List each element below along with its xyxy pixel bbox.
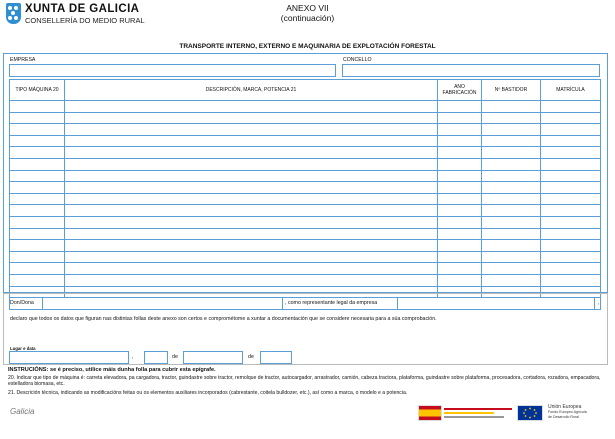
table-cell[interactable]	[10, 228, 65, 240]
de2-text: de	[248, 354, 254, 360]
table-row	[10, 112, 601, 124]
table-cell[interactable]	[541, 112, 601, 124]
table-cell[interactable]	[65, 124, 438, 136]
table-cell[interactable]	[10, 124, 65, 136]
concello-label: CONCELLO	[343, 57, 372, 63]
table-cell[interactable]	[10, 170, 65, 182]
table-row	[10, 124, 601, 136]
table-cell[interactable]	[482, 135, 541, 147]
col-header-ano: ANO FABRICACIÓN	[438, 80, 482, 101]
form-title: TRANSPORTE INTERNO, EXTERNO E MAQUINARIA DE EXPLOTACIÓN FORESTAL	[179, 43, 436, 50]
table-cell[interactable]	[438, 158, 482, 170]
table-cell[interactable]	[65, 205, 438, 217]
table-cell[interactable]	[10, 240, 65, 252]
table-cell[interactable]	[65, 240, 438, 252]
table-cell[interactable]	[438, 263, 482, 275]
machinery-table	[9, 79, 601, 310]
table-cell[interactable]	[10, 251, 65, 263]
table-cell[interactable]	[65, 251, 438, 263]
table-cell[interactable]	[438, 274, 482, 286]
table-cell[interactable]	[541, 158, 601, 170]
table-cell[interactable]	[541, 124, 601, 136]
comma-text: ,	[598, 300, 600, 306]
table-cell[interactable]	[438, 228, 482, 240]
table-cell[interactable]	[482, 101, 541, 113]
annex-heading	[0, 3, 615, 23]
col-header-tipo: TIPO MÁQUINA 20	[10, 80, 65, 101]
table-cell[interactable]	[482, 216, 541, 228]
month-field[interactable]	[183, 351, 243, 364]
table-cell[interactable]	[438, 147, 482, 159]
table-cell[interactable]	[438, 101, 482, 113]
table-header-row	[10, 80, 601, 101]
company-name-field[interactable]	[397, 297, 595, 310]
table-cell[interactable]	[541, 240, 601, 252]
day-field[interactable]	[144, 351, 168, 364]
table-cell[interactable]	[541, 263, 601, 275]
table-cell[interactable]	[10, 216, 65, 228]
instructions-heading: INSTRUCIÓNS: se é preciso, utilice máis dunha folla para cubrir esta epígrafe.	[8, 367, 216, 373]
table-cell[interactable]	[438, 182, 482, 194]
table-cell[interactable]	[438, 216, 482, 228]
table-cell[interactable]	[482, 240, 541, 252]
eu-sub2: de Desarrollo Rural	[548, 414, 579, 419]
table-cell[interactable]	[10, 158, 65, 170]
table-cell[interactable]	[65, 158, 438, 170]
table-row	[10, 147, 601, 159]
table-cell[interactable]	[10, 135, 65, 147]
table-cell[interactable]	[438, 240, 482, 252]
table-cell[interactable]	[541, 170, 601, 182]
table-cell[interactable]	[482, 274, 541, 286]
galicia-brand-logo: Galicia	[10, 407, 35, 416]
table-cell[interactable]	[10, 147, 65, 159]
table-cell[interactable]	[541, 193, 601, 205]
table-cell[interactable]	[438, 193, 482, 205]
table-cell[interactable]	[10, 182, 65, 194]
ministry-logo	[444, 405, 514, 421]
declaration-text: declaro que todos os datos que figuran nas distintas follas deste anexo son certos e comprométome a xuntar a documentación que se considere necesaria para a súa comprobación.	[10, 316, 437, 322]
table-cell[interactable]	[482, 251, 541, 263]
eu-text-block	[548, 404, 587, 419]
annex-title: ANEXO VII	[286, 3, 329, 13]
table-row	[10, 182, 601, 194]
col-header-matricula: MATRÍCULA	[541, 80, 601, 101]
table-cell[interactable]	[65, 101, 438, 113]
table-cell[interactable]	[482, 170, 541, 182]
col-header-bastidor: Nº BASTIDOR	[482, 80, 541, 101]
table-cell[interactable]	[541, 147, 601, 159]
table-cell[interactable]	[65, 193, 438, 205]
table-row	[10, 158, 601, 170]
table-cell[interactable]	[541, 216, 601, 228]
year-field[interactable]	[260, 351, 292, 364]
table-row	[10, 263, 601, 275]
table-row	[10, 274, 601, 286]
table-cell[interactable]	[438, 205, 482, 217]
don-name-field[interactable]	[42, 297, 283, 310]
table-cell[interactable]	[541, 251, 601, 263]
table-cell[interactable]	[65, 274, 438, 286]
table-cell[interactable]	[541, 274, 601, 286]
note-21: 21. Descrición técnica, indicando as modificacións feitas ou os elementos auxiliares incorporados (cabrestante, coitela bulldozer, etc.), así como a marca, o modelo e a potencia.	[8, 390, 408, 396]
table-row	[10, 216, 601, 228]
concello-field[interactable]	[342, 64, 600, 77]
table-cell[interactable]	[438, 135, 482, 147]
place-date-label: Lugar e data	[10, 346, 36, 351]
place-field[interactable]	[9, 351, 129, 364]
table-cell[interactable]	[438, 112, 482, 124]
table-cell[interactable]	[10, 274, 65, 286]
table-cell[interactable]	[541, 101, 601, 113]
table-cell[interactable]	[10, 193, 65, 205]
table-row	[10, 228, 601, 240]
table-cell[interactable]	[438, 124, 482, 136]
table-row	[10, 101, 601, 113]
table-cell[interactable]	[482, 263, 541, 275]
table-cell[interactable]	[10, 263, 65, 275]
eu-flag-icon	[517, 405, 543, 421]
table-cell[interactable]	[482, 205, 541, 217]
table-cell[interactable]	[541, 205, 601, 217]
table-row	[10, 170, 601, 182]
table-row	[10, 135, 601, 147]
de1-text: de	[172, 354, 178, 360]
table-cell[interactable]	[541, 182, 601, 194]
empresa-label: EMPRESA	[10, 57, 36, 63]
table-cell[interactable]	[65, 228, 438, 240]
table-cell[interactable]	[482, 112, 541, 124]
table-cell[interactable]	[10, 101, 65, 113]
comma2-text: ,	[132, 354, 134, 360]
eu-title: Unión Europea	[548, 404, 582, 410]
table-cell[interactable]	[65, 170, 438, 182]
table-cell[interactable]	[65, 112, 438, 124]
table-cell[interactable]	[482, 158, 541, 170]
table-cell[interactable]	[482, 124, 541, 136]
eu-sub1: Fondo Europeo Agrícola	[548, 410, 587, 414]
table-cell[interactable]	[65, 147, 438, 159]
table-cell[interactable]	[65, 263, 438, 275]
department-name: CONSELLERÍA DO MEDIO RURAL	[25, 16, 145, 25]
table-row	[10, 193, 601, 205]
table-cell[interactable]	[10, 112, 65, 124]
col-header-descricion: DESCRIPCIÓN, MARCA, POTENCIA 21	[65, 80, 438, 101]
annex-subtitle: (continuación)	[280, 13, 335, 23]
table-cell[interactable]	[65, 216, 438, 228]
don-label: Don/Dona	[10, 300, 34, 306]
table-cell[interactable]	[438, 170, 482, 182]
table-cell[interactable]	[10, 205, 65, 217]
table-cell[interactable]	[482, 147, 541, 159]
table-cell[interactable]	[65, 135, 438, 147]
empresa-field[interactable]	[9, 64, 336, 77]
table-cell[interactable]	[541, 228, 601, 240]
table-cell[interactable]	[482, 193, 541, 205]
table-row	[10, 240, 601, 252]
table-cell[interactable]	[541, 135, 601, 147]
representative-text: , como representante legal da empresa	[285, 300, 378, 306]
table-cell[interactable]	[65, 182, 438, 194]
table-cell[interactable]	[438, 251, 482, 263]
spain-flag-icon	[418, 405, 442, 421]
org-name: XUNTA DE GALICIA	[25, 3, 140, 15]
table-cell[interactable]	[482, 182, 541, 194]
table-row	[10, 205, 601, 217]
table-cell[interactable]	[482, 228, 541, 240]
table-row	[10, 251, 601, 263]
note-20: 20. Indicar que tipo de máquina é: carreta elevadora, pa cargadora, tractor, guindastre sobre tractor, remolque de tractor, autocargador, arrastrador, camión, cabeza tractora, plataforma, guindastre sobre plataforma, procesadora, cortadora, rozadora, empacadora, estelladora biomasa, etc.	[8, 375, 601, 388]
